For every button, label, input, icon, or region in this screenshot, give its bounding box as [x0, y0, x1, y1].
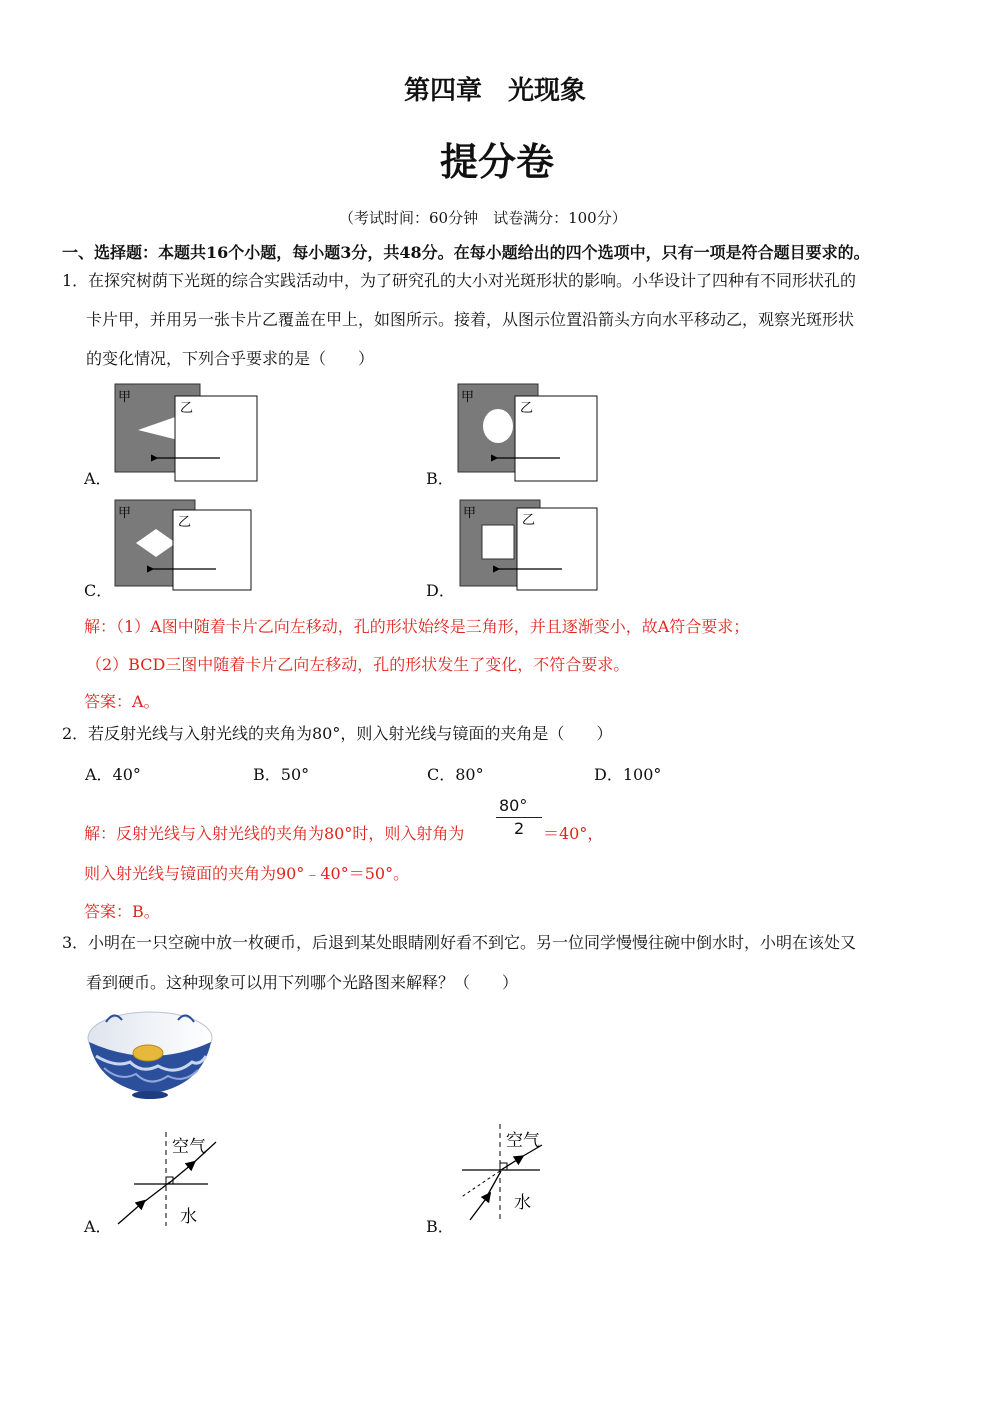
chapter-title: 第四章 光现象 [404, 76, 587, 106]
q2-option-a: A．40° [85, 765, 141, 784]
square-hole [482, 525, 514, 559]
q1-figure-b [458, 384, 597, 481]
q3-line1: 小明在一只空碗中放一枚硬币，后退到某处眼睛刚好看不到它。另一位同学慢慢往碗中倒水时，小明在该处又 [88, 933, 857, 952]
bowl-with-coin-image [86, 1004, 214, 1100]
q1-option-d: D． [426, 581, 455, 600]
q1-answer: 答案：A。 [84, 692, 160, 711]
q3-line2: 看到硬币。这种现象可以用下列哪个光路图来解释？（ ） [86, 973, 519, 992]
q2-answer: 答案：B。 [84, 902, 160, 921]
q2-number: 2． [62, 724, 89, 743]
q2-solution-suffix: ＝40°， [543, 824, 604, 843]
q3-option-a: A． [84, 1217, 112, 1236]
svg-text:乙: 乙 [520, 401, 534, 416]
q1-solution-line1: 解：（1）A图中随着卡片乙向左移动，孔的形状始终是三角形，并且逐渐变小，故A符合要求； [84, 617, 750, 636]
q3-diagram-b [448, 1118, 578, 1230]
section-heading: 一、选择题：本题共16个小题，每小题3分，共48分。在每小题给出的四个选项中，只有一项是符合题目要求的。 [62, 243, 870, 262]
label-water: 水 [180, 1207, 197, 1227]
exam-info: （考试时间：60分钟 试卷满分：100分） [339, 209, 627, 227]
q1-number: 1． [62, 271, 89, 290]
q2-text: 若反射光线与入射光线的夹角为80°，则入射光线与镜面的夹角是（ ） [88, 724, 613, 743]
svg-text:空气: 空气 [506, 1131, 540, 1151]
label-air: 空气 [172, 1137, 206, 1157]
q3-option-b: B． [426, 1217, 454, 1236]
q1-line3: 的变化情况，下列合乎要求的是（ ） [86, 349, 375, 368]
q1-option-c: C． [84, 581, 113, 600]
fraction-bar [496, 817, 542, 818]
q1-figure-c [115, 500, 251, 590]
svg-text:甲: 甲 [463, 506, 477, 521]
q1-figure-a [115, 384, 257, 481]
q3-diagram-a [100, 1122, 230, 1232]
q1-option-b: B． [426, 469, 454, 488]
coin-icon [133, 1045, 163, 1061]
card-yi-label: 乙 [180, 401, 194, 416]
circle-hole [483, 409, 513, 443]
card-jia-label: 甲 [118, 390, 132, 405]
svg-text:乙: 乙 [522, 513, 536, 528]
q2-solution-prefix: 解：反射光线与入射光线的夹角为80°时，则入射角为 [84, 824, 465, 843]
q2-option-b: B．50° [253, 765, 310, 784]
q2-option-c: C．80° [427, 765, 484, 784]
q1-figure-d [460, 500, 597, 590]
fraction-numerator: 80° [499, 796, 528, 815]
svg-text:甲: 甲 [461, 390, 475, 405]
q2-solution-line2: 则入射光线与镜面的夹角为90°﹣40°＝50°。 [84, 864, 410, 883]
fraction-denominator: 2 [514, 819, 525, 838]
q1-line2: 卡片甲，并用另一张卡片乙覆盖在甲上，如图所示。接着，从图示位置沿箭头方向水平移动乙，观察光斑形状 [86, 310, 855, 329]
q2-option-d: D．100° [594, 765, 662, 784]
q1-option-a: A． [84, 469, 112, 488]
svg-text:乙: 乙 [178, 515, 192, 530]
svg-text:水: 水 [514, 1193, 531, 1213]
q3-number: 3． [62, 933, 89, 952]
q1-solution-line2: （2）BCD三图中随着卡片乙向左移动，孔的形状发生了变化，不符合要求。 [86, 655, 630, 674]
page-subtitle: 提分卷 [440, 139, 555, 184]
q1-figures [60, 378, 620, 600]
q1-line1: 在探究树荫下光斑的综合实践活动中，为了研究孔的大小对光斑形状的影响。小华设计了四种有不同形状孔的 [88, 271, 857, 290]
svg-text:甲: 甲 [118, 506, 132, 521]
